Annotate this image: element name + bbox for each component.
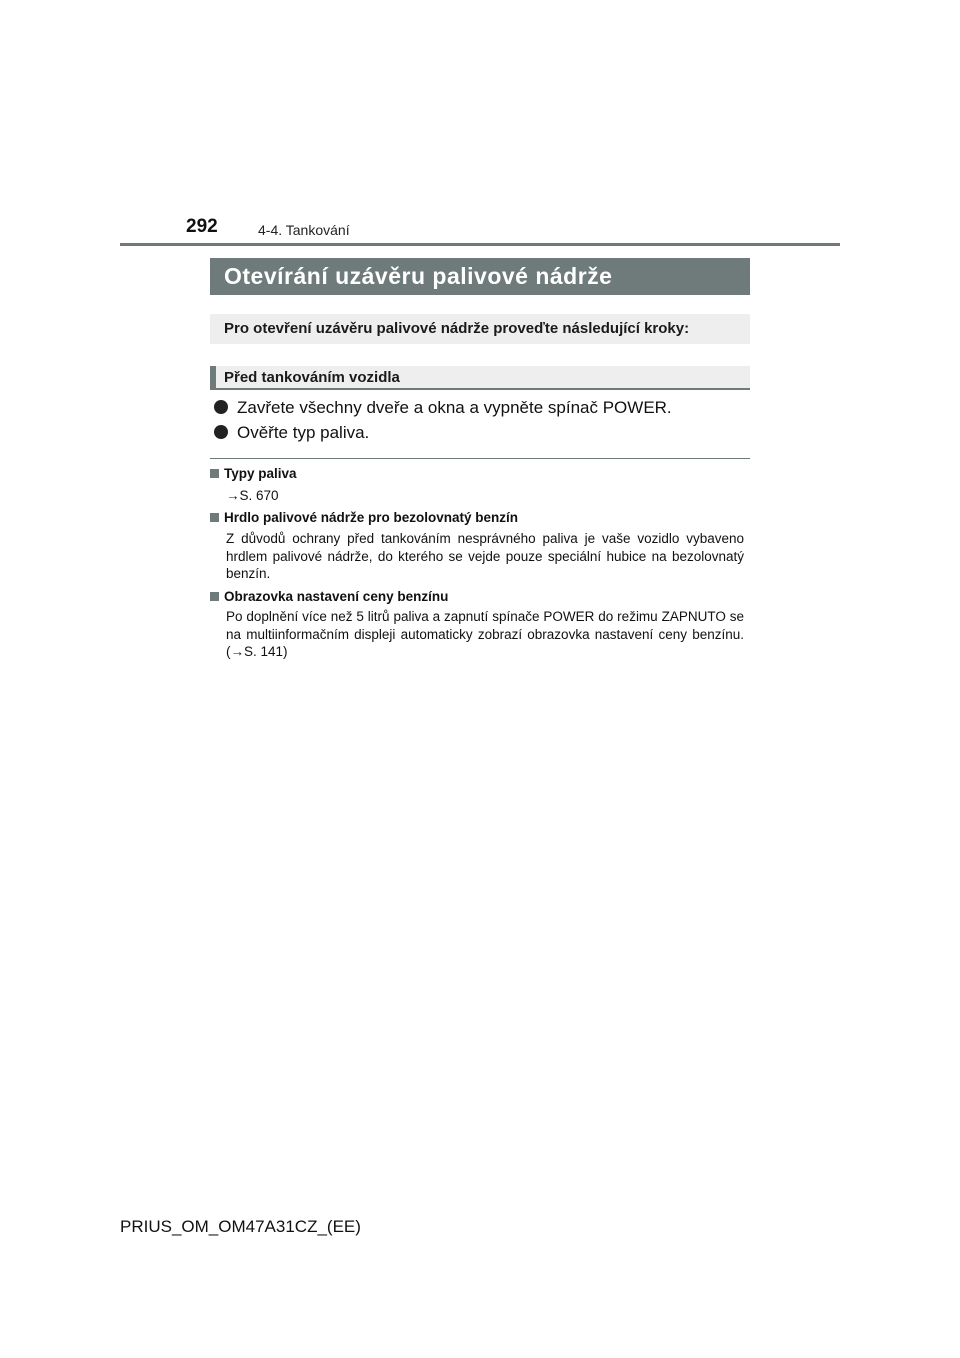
bullet-dot-icon [214,400,228,414]
page-number: 292 [186,216,218,237]
bullet-item [214,423,369,443]
content-divider [210,458,750,459]
square-bullet-icon [210,469,219,478]
bullet-dot-icon [214,425,228,439]
page-reference-link[interactable]: →S. 670 [226,488,279,503]
note-body: Po doplnění více než 5 litrů paliva a zapnutí spínače POWER do režimu ZAPNUTO se na multiinformačním displeji automaticky zobrazí obrazovka nastavení ceny benzínu. (→S. 141) [226,609,744,659]
note-heading [210,466,297,481]
note-heading [210,510,518,525]
bullet-text: Ověřte typ paliva. [237,423,370,442]
note-body: Z důvodů ochrany před tankováním nesprávného paliva je vaše vozidlo vybaveno hrdlem palivové nádrže, do kterého se vejde pouze speciální hubice na bezolovnatý benzín. [226,531,744,581]
square-bullet-icon [210,592,219,601]
square-bullet-icon [210,513,219,522]
subheading: Před tankováním vozidla [210,366,750,390]
document-code-footer: PRIUS_OM_OM47A31CZ_(EE) [120,1217,361,1236]
bullet-item [214,398,672,418]
bullet-text: Zavřete všechny dveře a okna a vypněte spínač POWER. [237,398,672,417]
page-title: Otevírání uzávěru palivové nádrže [210,258,750,295]
note-heading [210,589,448,604]
note-heading-text: Obrazovka nastavení ceny benzínu [224,589,449,604]
note-heading-text: Hrdlo palivové nádrže pro bezolovnatý benzín [224,510,519,525]
section-label: 4-4. Tankování [258,222,350,238]
intro-text: Pro otevření uzávěru palivové nádrže proveďte následující kroky: [210,314,750,344]
header-divider [120,243,840,246]
note-heading-text: Typy paliva [224,466,297,481]
